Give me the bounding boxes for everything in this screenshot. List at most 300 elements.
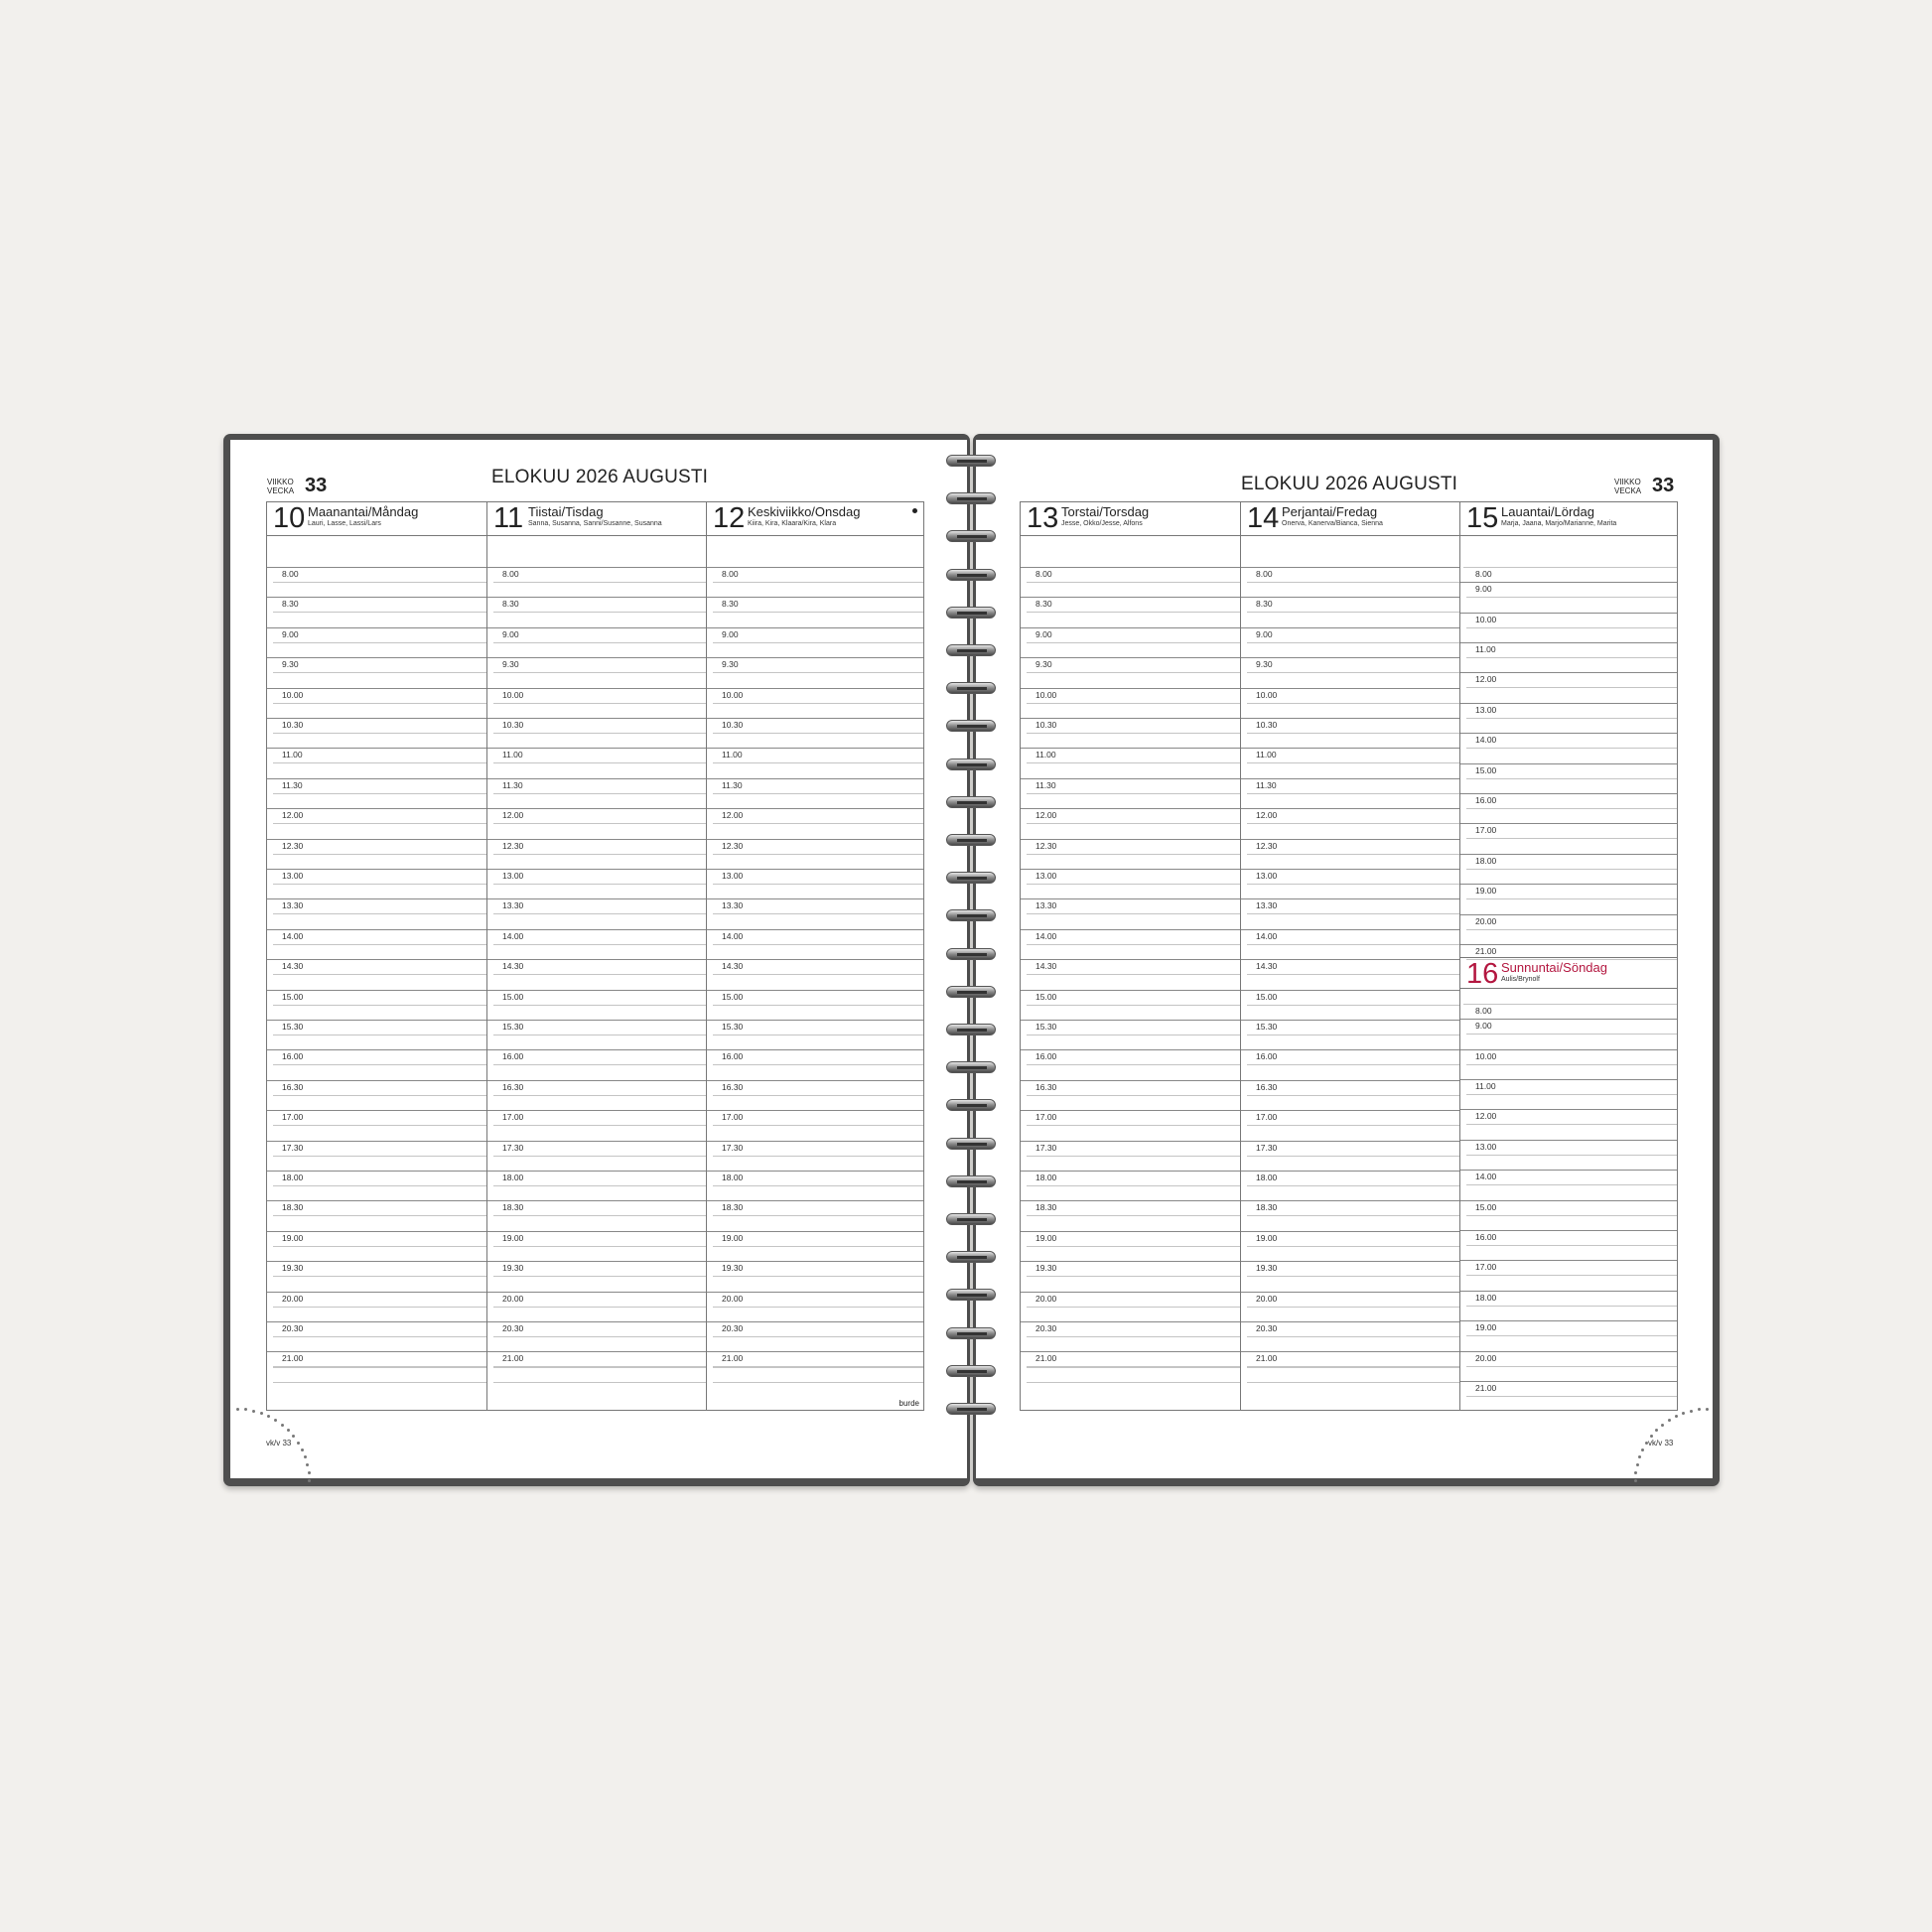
hour-line <box>1021 627 1240 628</box>
time-label: 12.00 <box>1256 810 1278 821</box>
time-label: 13.30 <box>1035 900 1057 911</box>
hour-line <box>1241 1171 1459 1172</box>
time-label: 14.00 <box>1035 930 1057 941</box>
quarter-line <box>273 762 486 763</box>
decor-dot <box>244 1408 247 1411</box>
time-label: 20.30 <box>282 1323 304 1333</box>
hour-line <box>1021 1292 1240 1293</box>
time-label: 9.00 <box>502 628 519 639</box>
spiral-ring <box>946 492 996 506</box>
time-label: 20.00 <box>1035 1293 1057 1304</box>
quarter-line <box>273 642 486 643</box>
day-column-wednesday <box>706 502 923 1410</box>
time-label: 16.00 <box>722 1051 744 1062</box>
time-label: 12.00 <box>282 810 304 821</box>
quarter-line <box>1027 612 1240 613</box>
time-label: 20.30 <box>1035 1323 1057 1333</box>
quarter-line <box>493 582 706 583</box>
hour-line <box>1241 1110 1459 1111</box>
time-label: 13.00 <box>1475 704 1497 715</box>
hour-line <box>1241 657 1459 658</box>
time-label: 9.00 <box>1035 628 1052 639</box>
hour-line <box>1021 778 1240 779</box>
ring-hole <box>957 1066 987 1069</box>
quarter-line <box>713 1307 923 1308</box>
time-label: 21.00 <box>282 1353 304 1364</box>
hour-line <box>267 597 486 598</box>
decor-dot <box>308 1471 311 1474</box>
hour-line <box>267 1261 486 1262</box>
time-label: 20.30 <box>1256 1323 1278 1333</box>
quarter-line <box>273 1095 486 1096</box>
hour-line <box>487 657 706 658</box>
decor-dot <box>1682 1412 1685 1415</box>
quarter-line <box>1027 1125 1240 1126</box>
time-label: 9.00 <box>1475 1021 1492 1032</box>
quarter-line <box>1027 1336 1240 1337</box>
hour-line <box>267 1351 486 1352</box>
week-label-fi: VIIKKO <box>1614 478 1641 486</box>
ring-hole <box>957 687 987 690</box>
quarter-line <box>273 913 486 914</box>
time-label: 17.30 <box>1035 1142 1057 1153</box>
page-footer-right: vk/v 33 <box>1648 1439 1674 1448</box>
ring-shape <box>946 909 996 921</box>
hour-line <box>487 1141 706 1142</box>
hour-line <box>707 1292 923 1293</box>
ring-shape <box>946 1403 996 1415</box>
hour-line <box>707 1110 923 1111</box>
quarter-line <box>713 1005 923 1006</box>
time-label: 20.30 <box>722 1323 744 1333</box>
hour-line <box>1021 839 1240 840</box>
quarter-line <box>273 582 486 583</box>
right-week-grid <box>1020 501 1678 1411</box>
time-label: 8.00 <box>1256 569 1273 579</box>
time-label: 15.30 <box>502 1022 524 1032</box>
quarter-line <box>493 1095 706 1096</box>
ring-shape <box>946 682 996 694</box>
quarter-line <box>713 1125 923 1126</box>
hour-line <box>707 1141 923 1142</box>
hour-line <box>707 959 923 960</box>
hour-line <box>1241 597 1459 598</box>
decor-dot <box>1675 1415 1678 1418</box>
quarter-line <box>493 1382 706 1383</box>
quarter-line <box>1466 1306 1677 1307</box>
time-label: 20.00 <box>502 1293 524 1304</box>
time-label: 11.00 <box>1256 750 1277 760</box>
spiral-ring <box>946 1289 996 1303</box>
quarter-line <box>1247 1064 1459 1065</box>
left-week-grid <box>266 501 924 1411</box>
time-label: 15.00 <box>1475 764 1497 775</box>
quarter-line <box>713 884 923 885</box>
time-label: 8.30 <box>282 599 299 610</box>
decor-dot <box>1661 1424 1664 1427</box>
time-label: 9.00 <box>282 628 299 639</box>
time-label: 10.30 <box>1035 720 1057 730</box>
spiral-ring <box>946 1403 996 1417</box>
time-slots[interactable] <box>267 502 486 1410</box>
hour-line <box>1021 959 1240 960</box>
spiral-ring <box>946 1061 996 1075</box>
name-days: Kiira, Kira, Klaara/Kira, Klara <box>748 520 837 527</box>
quarter-line <box>273 703 486 704</box>
hour-line <box>267 718 486 719</box>
day-name: Maanantai/Måndag <box>308 504 419 519</box>
quarter-line <box>713 582 923 583</box>
quarter-line <box>493 1367 706 1368</box>
decor-dot <box>306 1463 309 1466</box>
time-label: 11.00 <box>282 750 303 760</box>
time-label: 14.00 <box>1475 735 1497 746</box>
week-label-sv: VECKA <box>267 486 295 495</box>
quarter-line <box>273 974 486 975</box>
time-label: 18.00 <box>502 1173 524 1182</box>
hour-line <box>487 1292 706 1293</box>
hour-line <box>267 1049 486 1050</box>
quarter-line <box>713 793 923 794</box>
hour-line <box>1241 1080 1459 1081</box>
quarter-line <box>273 823 486 824</box>
day-column-weekend <box>1459 502 1677 1410</box>
quarter-line <box>1466 1335 1677 1336</box>
hour-line <box>487 839 706 840</box>
time-label: 14.00 <box>502 930 524 941</box>
ring-shape <box>946 492 996 504</box>
time-label: 11.00 <box>1475 644 1496 654</box>
time-label: 16.00 <box>1035 1051 1057 1062</box>
time-label: 17.00 <box>1475 825 1497 836</box>
hour-line <box>267 627 486 628</box>
time-label: 15.30 <box>722 1022 744 1032</box>
quarter-line <box>493 1307 706 1308</box>
hour-line <box>1241 808 1459 809</box>
quarter-line <box>1466 1124 1677 1125</box>
quarter-line <box>493 1064 706 1065</box>
name-days: Jesse, Okko/Jesse, Alfons <box>1061 520 1143 527</box>
time-label: 8.30 <box>722 599 739 610</box>
quarter-line <box>493 1276 706 1277</box>
time-label: 20.00 <box>722 1293 744 1304</box>
spiral-ring <box>946 1213 996 1227</box>
hour-line <box>267 778 486 779</box>
time-label: 11.30 <box>1256 779 1277 790</box>
sunday-time-slots[interactable] <box>1460 502 1677 1410</box>
quarter-line <box>713 974 923 975</box>
hour-line <box>1021 898 1240 899</box>
spiral-ring <box>946 682 996 696</box>
day-column-tuesday <box>486 502 706 1410</box>
quarter-line <box>1466 1064 1677 1065</box>
hour-line <box>487 1200 706 1201</box>
decor-dot <box>287 1429 290 1432</box>
name-days: Onerva, Kanerva/Bianca, Sienna <box>1282 520 1383 527</box>
time-label: 11.30 <box>282 779 303 790</box>
decor-dot <box>301 1449 304 1451</box>
ring-hole <box>957 1218 987 1221</box>
hour-line <box>1241 990 1459 991</box>
time-label: 11.30 <box>722 779 743 790</box>
hour-line <box>487 1049 706 1050</box>
ring-hole <box>957 801 987 804</box>
hour-line <box>1021 597 1240 598</box>
time-slots[interactable] <box>707 502 923 1410</box>
ring-hole <box>957 839 987 842</box>
quarter-line <box>493 1185 706 1186</box>
spiral-ring <box>946 1175 996 1189</box>
time-label: 11.00 <box>1475 1081 1496 1091</box>
day-name: Tiistai/Tisdag <box>528 504 604 519</box>
time-slots[interactable] <box>1241 502 1459 1410</box>
quarter-line <box>1027 913 1240 914</box>
quarter-line <box>493 913 706 914</box>
hour-line <box>707 1049 923 1050</box>
quarter-line <box>713 944 923 945</box>
hour-line <box>707 869 923 870</box>
time-label: 19.00 <box>1475 886 1497 897</box>
day-number: 13 <box>1027 502 1059 534</box>
ring-hole <box>957 991 987 994</box>
ring-hole <box>957 460 987 463</box>
time-label: 16.00 <box>1475 795 1497 805</box>
time-label: 17.30 <box>502 1142 524 1153</box>
time-label: 14.30 <box>722 961 744 972</box>
quarter-line <box>273 1276 486 1277</box>
time-slots[interactable] <box>487 502 706 1410</box>
quarter-line <box>1027 944 1240 945</box>
decor-dot <box>252 1410 255 1413</box>
day-name: Torstai/Torsdag <box>1061 504 1150 519</box>
hour-line <box>487 808 706 809</box>
quarter-line <box>1027 642 1240 643</box>
quarter-line <box>1247 703 1459 704</box>
ring-hole <box>957 497 987 500</box>
quarter-line <box>1247 612 1459 613</box>
hour-line <box>707 1200 923 1201</box>
ring-hole <box>957 953 987 956</box>
decor-dot <box>1655 1429 1658 1432</box>
ring-shape <box>946 1251 996 1263</box>
hour-line <box>267 990 486 991</box>
time-label: 8.00 <box>1475 1006 1492 1016</box>
quarter-line <box>1247 823 1459 824</box>
time-label: 21.00 <box>502 1353 524 1364</box>
ring-hole <box>957 574 987 577</box>
hour-line <box>707 1171 923 1172</box>
hour-line <box>707 990 923 991</box>
time-label: 20.30 <box>502 1323 524 1333</box>
time-label: 14.00 <box>1256 930 1278 941</box>
ring-shape <box>946 607 996 619</box>
quarter-line <box>1027 1064 1240 1065</box>
time-label: 18.30 <box>1256 1202 1278 1213</box>
time-label: 18.30 <box>502 1202 524 1213</box>
time-label: 12.30 <box>1035 840 1057 851</box>
spiral-ring <box>946 1251 996 1265</box>
hour-line <box>707 808 923 809</box>
time-label: 21.00 <box>722 1353 744 1364</box>
day-name: Keskiviikko/Onsdag <box>748 504 861 519</box>
hour-line <box>1241 688 1459 689</box>
spiral-ring <box>946 796 996 810</box>
hour-line <box>1021 1110 1240 1111</box>
hour-line <box>1241 1020 1459 1021</box>
decor-dot <box>274 1419 277 1422</box>
quarter-line <box>713 1064 923 1065</box>
name-days: Aulis/Brynolf <box>1501 976 1540 983</box>
ring-shape <box>946 1213 996 1225</box>
time-label: 17.00 <box>1256 1112 1278 1123</box>
time-label: 16.30 <box>1256 1081 1278 1092</box>
hour-line <box>487 1321 706 1322</box>
quarter-line <box>1027 1215 1240 1216</box>
time-label: 21.00 <box>1256 1353 1278 1364</box>
ring-shape <box>946 834 996 846</box>
quarter-line <box>1466 1034 1677 1035</box>
quarter-line <box>1247 884 1459 885</box>
quarter-line <box>713 1185 923 1186</box>
time-label: 11.00 <box>722 750 743 760</box>
hour-line <box>267 959 486 960</box>
time-label: 15.00 <box>502 991 524 1002</box>
time-label: 10.00 <box>1475 614 1497 624</box>
hour-line <box>487 1231 706 1232</box>
hour-line <box>1021 1261 1240 1262</box>
quarter-line <box>1247 1246 1459 1247</box>
week-label-fi: VIIKKO <box>267 478 294 486</box>
hour-line <box>707 1080 923 1081</box>
time-label: 12.30 <box>282 840 304 851</box>
time-label: 10.00 <box>1035 689 1057 700</box>
hour-line <box>1241 869 1459 870</box>
hour-line <box>1241 1231 1459 1232</box>
time-label: 9.30 <box>502 659 519 670</box>
day-number: 11 <box>493 502 524 534</box>
hour-line <box>1021 688 1240 689</box>
ring-hole <box>957 1294 987 1297</box>
decor-dot <box>1650 1435 1653 1438</box>
week-label-sv: VECKA <box>1614 486 1642 495</box>
decor-dot <box>281 1424 284 1427</box>
ring-hole <box>957 612 987 615</box>
decor-dot <box>260 1412 263 1415</box>
hour-line <box>1460 1109 1677 1110</box>
quarter-line <box>493 1215 706 1216</box>
hour-line <box>1241 718 1459 719</box>
time-label: 14.00 <box>722 930 744 941</box>
name-days: Lauri, Lasse, Lassi/Lars <box>308 520 381 527</box>
quarter-line <box>713 1276 923 1277</box>
time-label: 9.30 <box>282 659 299 670</box>
hour-line <box>707 748 923 749</box>
quarter-line <box>1247 944 1459 945</box>
time-label: 18.30 <box>1035 1202 1057 1213</box>
time-label: 14.00 <box>1475 1172 1497 1182</box>
quarter-line <box>1027 974 1240 975</box>
hour-line <box>487 1171 706 1172</box>
ring-hole <box>957 1029 987 1032</box>
time-label: 17.00 <box>282 1112 304 1123</box>
time-label: 15.00 <box>1035 991 1057 1002</box>
hour-line <box>487 1110 706 1111</box>
quarter-line <box>1247 762 1459 763</box>
hour-line <box>487 627 706 628</box>
time-label: 10.00 <box>502 689 524 700</box>
ring-hole <box>957 1332 987 1335</box>
time-label: 15.00 <box>282 991 304 1002</box>
quarter-line <box>1027 854 1240 855</box>
hour-line <box>267 1080 486 1081</box>
quarter-line <box>273 1246 486 1247</box>
hour-line <box>707 778 923 779</box>
hour-line <box>267 1200 486 1201</box>
day-number: 12 <box>713 502 746 534</box>
spiral-ring <box>946 1365 996 1379</box>
time-label: 19.30 <box>1256 1263 1278 1274</box>
decor-dot <box>1634 1471 1637 1474</box>
hour-line <box>1021 567 1240 568</box>
ring-shape <box>946 872 996 884</box>
hour-line <box>1241 1261 1459 1262</box>
quarter-line <box>1027 793 1240 794</box>
decor-dot <box>1645 1442 1648 1445</box>
time-label: 15.30 <box>1256 1022 1278 1032</box>
time-label: 17.30 <box>722 1142 744 1153</box>
quarter-line <box>1247 1336 1459 1337</box>
time-label: 15.00 <box>722 991 744 1002</box>
hour-line <box>1241 778 1459 779</box>
time-label: 9.30 <box>722 659 739 670</box>
day-name: Sunnuntai/Söndag <box>1501 960 1607 975</box>
ring-shape <box>946 1061 996 1073</box>
time-label: 16.30 <box>722 1081 744 1092</box>
week-label-left <box>267 478 294 495</box>
hour-line <box>487 898 706 899</box>
quarter-line <box>1466 1184 1677 1185</box>
corner-dots-left <box>236 1410 316 1479</box>
month-title-right: ELOKUU 2026 AUGUSTI <box>1241 474 1458 494</box>
quarter-line <box>1027 1246 1240 1247</box>
hour-line <box>1241 1141 1459 1142</box>
quarter-line <box>1247 1156 1459 1157</box>
time-slots[interactable] <box>1021 502 1240 1410</box>
time-label: 17.30 <box>1256 1142 1278 1153</box>
hour-line <box>267 567 486 568</box>
hour-line <box>1460 1200 1677 1201</box>
hour-line <box>487 929 706 930</box>
time-label: 15.30 <box>1035 1022 1057 1032</box>
hour-line <box>267 688 486 689</box>
quarter-line <box>713 1215 923 1216</box>
time-label: 12.00 <box>1035 810 1057 821</box>
ring-shape <box>946 796 996 808</box>
time-label: 13.00 <box>1256 871 1278 881</box>
quarter-line <box>1027 672 1240 673</box>
decor-dot <box>267 1415 270 1418</box>
ring-hole <box>957 1104 987 1107</box>
ring-hole <box>957 649 987 652</box>
time-label: 19.30 <box>282 1263 304 1274</box>
time-label: 20.00 <box>282 1293 304 1304</box>
ring-hole <box>957 877 987 880</box>
quarter-line <box>713 612 923 613</box>
quarter-line <box>713 1336 923 1337</box>
decor-dot <box>236 1408 239 1411</box>
hour-line <box>1241 627 1459 628</box>
time-label: 13.00 <box>722 871 744 881</box>
